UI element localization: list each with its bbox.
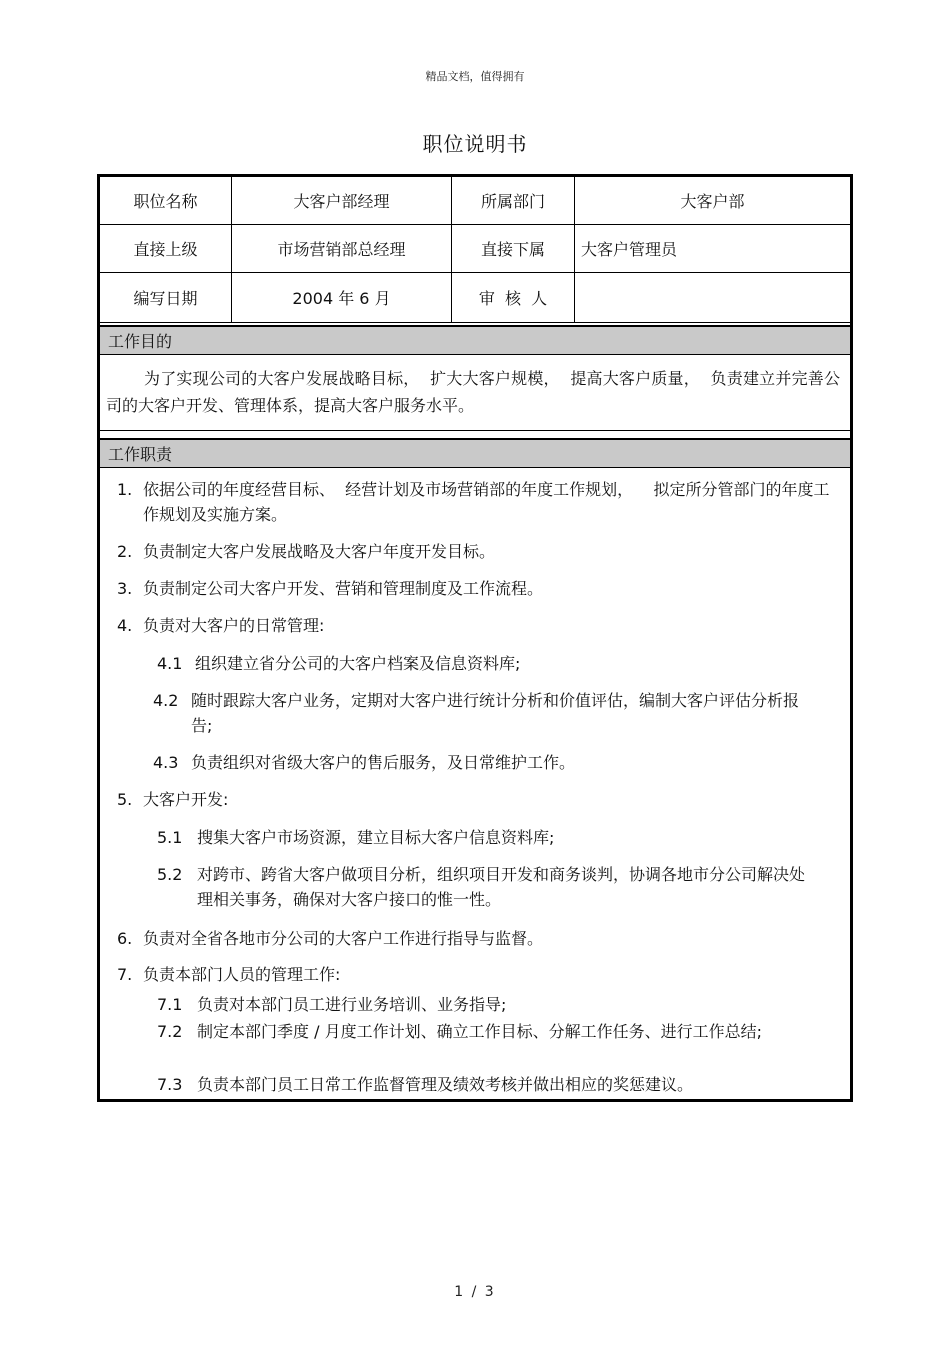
duty-text: 对跨市、跨省大客户做项目分析，组织项目开发和商务谈判，协调各地市分公司解决处理相关事务，确保对大客户接口的惟一性。 — [197, 865, 806, 909]
label-reviewer: 审 核 人 — [478, 289, 548, 308]
duty-number: 1. — [117, 480, 133, 499]
duty-item — [117, 787, 839, 812]
duty-item — [117, 613, 839, 638]
page-number: 1 / 3 — [454, 1284, 496, 1300]
duty-number: 7.1 — [157, 995, 183, 1014]
label-department: 所属部门 — [480, 192, 545, 211]
document-title: 职位说明书 — [422, 132, 528, 156]
duty-subitem — [157, 1072, 807, 1097]
duty-text: 大客户开发: — [143, 790, 229, 809]
duty-text: 依据公司的年度经营目标、 经营计划及市场营销部的年度工作规划， 拟定所分管部门的年度工作规划及实施方案。 — [143, 480, 830, 524]
duty-number: 4.2 — [153, 691, 179, 710]
duty-text: 负责对本部门员工进行业务培训、业务指导; — [197, 995, 507, 1014]
duty-text: 负责对大客户的日常管理: — [143, 616, 325, 635]
purpose-body — [100, 357, 850, 431]
label-direct-superior: 直接上级 — [133, 240, 198, 259]
duty-item — [117, 477, 839, 527]
purpose-text: 为了实现公司的大客户发展战略目标， 扩大大客户规模， 提高大客户质量， 负责建立并完善公司的大客户开发、管理体系，提高大客户服务水平。 — [106, 369, 840, 415]
value-direct-superior: 市场营销部总经理 — [277, 240, 406, 259]
value-written-date: 2004 年 6 月 — [292, 289, 391, 308]
duty-item — [117, 962, 839, 987]
duty-subitem — [157, 1019, 807, 1044]
value-position-name: 大客户部经理 — [293, 192, 390, 211]
duty-number: 4.1 — [157, 654, 183, 673]
duty-text: 负责组织对省级大客户的售后服务，及日常维护工作。 — [191, 753, 576, 772]
duty-number: 5.2 — [157, 865, 183, 884]
header-note: 精品文档，值得拥有 — [425, 70, 525, 83]
duty-number: 2. — [117, 542, 133, 561]
duty-number: 5. — [117, 790, 133, 809]
duty-text: 负责制定大客户发展战略及大客户年度开发目标。 — [143, 542, 496, 561]
duties-heading: 工作职责 — [100, 438, 850, 468]
purpose-heading: 工作目的 — [100, 325, 850, 355]
duty-text: 搜集大客户市场资源，建立目标大客户信息资料库; — [197, 828, 555, 847]
duty-text: 制定本部门季度 / 月度工作计划、确立工作目标、分解工作任务、进行工作总结; — [197, 1022, 762, 1041]
duty-number: 4.3 — [153, 753, 179, 772]
duty-number: 7.3 — [157, 1075, 183, 1094]
duty-text: 负责本部门人员的管理工作: — [143, 965, 341, 984]
label-position-name: 职位名称 — [133, 192, 198, 211]
duty-text: 负责对全省各地市分公司的大客户工作进行指导与监督。 — [143, 929, 544, 948]
duty-item — [117, 576, 839, 601]
duty-subitem — [157, 862, 807, 912]
duty-text: 负责本部门员工日常工作监督管理及绩效考核并做出相应的奖惩建议。 — [197, 1075, 694, 1094]
duty-subitem — [153, 750, 807, 775]
value-department: 大客户部 — [680, 192, 745, 211]
duty-item — [117, 926, 839, 951]
duty-subitem — [157, 992, 807, 1017]
label-written-date: 编写日期 — [133, 289, 198, 308]
duty-number: 5.1 — [157, 828, 183, 847]
duty-number: 3. — [117, 579, 133, 598]
duty-subitem — [153, 688, 807, 738]
duty-number: 6. — [117, 929, 133, 948]
job-description-table — [97, 174, 853, 1102]
duty-number: 7. — [117, 965, 133, 984]
duty-subitem — [157, 825, 807, 850]
info-grid — [100, 177, 850, 323]
duty-subitem — [157, 651, 807, 676]
duty-number: 4. — [117, 616, 133, 635]
duty-text: 组织建立省分公司的大客户档案及信息资料库; — [195, 654, 521, 673]
duty-number: 7.2 — [157, 1022, 183, 1041]
value-direct-subordinate: 大客户管理员 — [581, 240, 678, 259]
value-reviewer — [575, 273, 850, 322]
label-direct-subordinate: 直接下属 — [480, 240, 545, 259]
duty-text: 负责制定公司大客户开发、营销和管理制度及工作流程。 — [143, 579, 544, 598]
duty-item — [117, 539, 839, 564]
duty-text: 随时跟踪大客户业务，定期对大客户进行统计分析和价值评估，编制大客户评估分析报告; — [191, 691, 800, 735]
